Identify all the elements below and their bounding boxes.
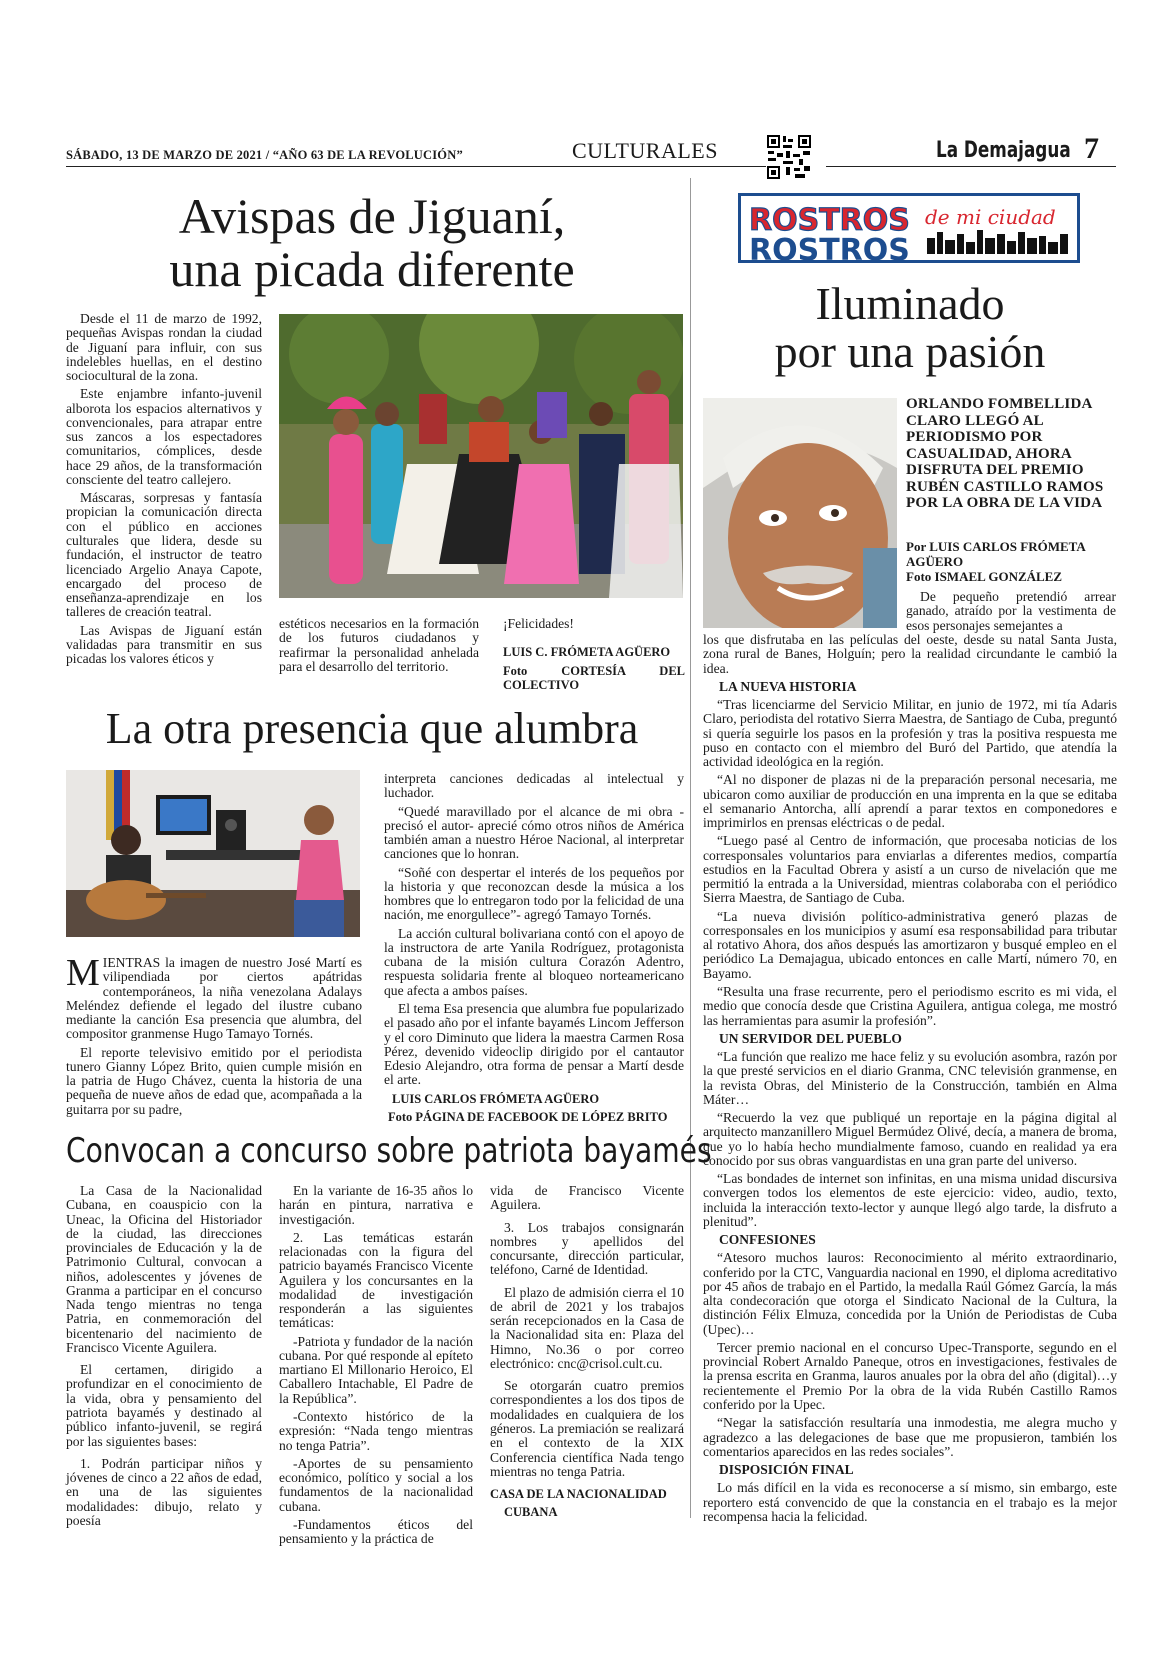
convocan-column-3 (490, 1184, 684, 1524)
author-signature: CASA DE LA NACIONALIDAD (490, 1487, 667, 1502)
otra-column-2 (384, 772, 684, 1128)
paper-name: La Demajagua (936, 138, 1071, 163)
byline-photo-credit: Foto ISMAEL GONZÁLEZ (906, 568, 1063, 584)
paragraph: Las Avispas de Jiguaní están validadas para transmitir en sus picadas los valores éticos y (66, 622, 262, 667)
page-number: 7 (1084, 132, 1099, 165)
avispas-column-1 (66, 312, 262, 670)
paragraph: La acción cultural bolivariana contó con el apoyo de la instructora de arte Yanila Rodríguez, protagonista cubana de la misión cultura Corazón Adentro, respuesta solidaria frente al bloqueo norteamericano que afecta a ambos países. (384, 925, 684, 998)
iluminado-intro-beside (906, 590, 1116, 637)
paragraph: Desde el 11 de marzo de 1992, pequeñas Avispas rondan la ciudad de Jiguaní para influir, con sus indelebles huellas, en el destino sociocultural de la zona. (66, 311, 262, 384)
byline (906, 540, 1116, 585)
paragraph: Lo más difícil en la vida es reconocerse a sí mismo, sin embargo, este reportero está convencido de que la constancia en el trabajo es la mejor recompensa hacia la felicidad. (703, 1480, 1117, 1524)
photo-credit: Foto CORTESÍA DEL COLECTIVO (503, 663, 685, 693)
paragraph: -Patriota y fundador de la nación cubana. Por qué responde al epíteto martiano El Millonario Heroico, El Caballero Intachable, El Padre de la República”. (279, 1333, 473, 1406)
masthead-rule (826, 166, 1116, 167)
paragraph: En la variante de 16-35 años lo harán en pintura, narrativa e investigación. (279, 1183, 473, 1227)
paragraph: 1. Podrán participar niños y jóvenes de cinco a 22 años de edad, en una de las siguientes modalidades: dibujo, relato y poesía (66, 1455, 262, 1528)
paragraph: El plazo de admisión cierra el 10 de abril de 2021 y los trabajos serán recepcionados en la Casa de la Nacionalidad sita en: Plaza del Himno, No.36 o por correo electrónico: cnc@crisol.cult.cu. (490, 1284, 684, 1371)
paragraph-text: IENTRAS la imagen de nuestro José Martí es vilipendiada por ciertos apátridas contemporáneos, la niña venezolana Adalays Meléndez defiende el legado del ilustre cubano mediante la canción Esa presencia que alumbra, del compositor granmense Hugo Tamayo Tornés. (66, 955, 362, 1042)
byline-author: Por LUIS CARLOS FRÓMETA AGÜERO (906, 539, 1086, 569)
qr-code-icon (766, 134, 812, 180)
paragraph: El reporte televisivo emitido por el periodista tunero Gianny López Brito, quien cumple misión en la patria de Hugo Chávez, cuenta la historia de una pequeña de nueve años de edad que, acompañada a la guitarra por su padre, (66, 1044, 362, 1117)
paragraph: Máscaras, sorpresas y fantasía propician la comunicación directa con el público en acciones culturales que lidera, desde su fundación, el instructor de teatro licenciado Argelio Anaya Capote, encargado del proceso de enseñanza-aprendizaje en los talleres de creación teatral. (66, 490, 262, 620)
masthead-date: SÁBADO, 13 DE MARZO DE 2021 / “AÑO 63 DE LA REVOLUCIÓN” (66, 148, 463, 162)
convocan-column-1 (66, 1184, 262, 1532)
paragraph: Se otorgarán cuatro premios correspondientes a los dos tipos de modalidades en cualquiera de los géneros. La premiación se realizará en el contexto de la XIX Conferencia científica Nada tengo mientras no tenga Patria. (490, 1378, 684, 1479)
rostros-logo (741, 196, 1077, 260)
paragraph: 2. Las temáticas estarán relacionadas con la figura del patricio bayamés Francisco Vicente Aguilera y los concursantes en la modalidad de investigación responderán a las siguientes temáticas: (279, 1229, 473, 1331)
subheading: UN SERVIDOR DEL PUEBLO (719, 1030, 902, 1046)
paragraph: “La función que realizo me hace feliz y su evolución asombra, razón por la que presté servicios en el diario Granma, CNC televisión granmense, en la revista Obras, del Ministerio de la Construcción, también en Alma Máter… (703, 1048, 1117, 1107)
paragraph: “Recuerdo la vez que publiqué un reportaje en la página digital al arquitecto manzanillero Miguel Bermúdez Olivé, decía, a manera de broma, que yo lo había hecho mundialmente famoso, cuando en realidad ya era conocido por sus obras vanguardistas en una gran parte del universo. (703, 1110, 1117, 1168)
subheading: CONFESIONES (719, 1232, 816, 1248)
paragraph: 3. Los trabajos consignarán nombres y apellidos del concursante, dirección particular, teléfono, Carné de Identidad. (490, 1219, 684, 1278)
otra-column-1 (66, 952, 362, 1121)
recording-studio-photo (66, 770, 360, 937)
column-divider (690, 178, 691, 1518)
paragraph: -Contexto histórico de la expresión: “Nada tengo mientras no tenga Patria”. (279, 1408, 473, 1453)
headline-line: por una pasión (774, 326, 1046, 378)
paragraph: “Resulta una frase recurrente, pero el periodismo escrito es mi vida, el medio que conocía desde que Cristina Aguilera, antigua colega, me mostró las herramientas para asumir la profesión”. (703, 984, 1117, 1028)
paragraph: “Al no disponer de plazas ni de la preparación personal necesaria, me ubicaron como auxiliar de producción en una imprenta en la que se editaba el semanario Antorcha, allí aprendí a parar textos en componedores e imprimirlos en prensas eléctricas o de pedal. (703, 772, 1117, 831)
banner-word-mirrored: ROSTROS (749, 233, 910, 260)
paragraph: Tercer premio nacional en el concurso Upec-Transporte, segundo en el provincial Robert Arnaldo Paneque, otros en investigaciones, festivales de la prensa escrita en Granma, lauros anuales por la obra del año (digital)…y recientemente el Premio Por la obra de la vida Rubén Castillo Ramos conferido por la Upec. (703, 1339, 1117, 1412)
subheading: DISPOSICIÓN FINAL (719, 1462, 854, 1478)
avispas-group-photo (279, 314, 683, 598)
iluminado-main-column (703, 633, 1117, 1528)
author-signature: LUIS CARLOS FRÓMETA AGÜERO (392, 1091, 600, 1106)
headline-convocan: Convocan a concurso sobre patriota bayamés (66, 1131, 712, 1171)
headline-iluminado (700, 280, 1120, 377)
portrait-photo (703, 398, 897, 628)
banner-word: ROSTROS (749, 203, 910, 238)
paragraph: El tema Esa presencia que alumbra fue popularizado el pasado año por el infante bayamés Lincom Jefferson y el coro Diminuto que lidera la maestra Carmen Rosa Pérez, devenido videoclip dirigido por el cantautor Edesio Alejandro, otra forma de pensar a Martí desde el arte. (384, 1000, 684, 1088)
paragraph: vida de Francisco Vicente Aguilera. (490, 1183, 684, 1213)
paragraph: “Soñé con despertar el interés de los pequeños por la historia y que reconozcan desde la música a los hombres que lo entregaron todo por la felicidad de una nación, me enorgullece”- agregó Tamayo Tornés. (384, 864, 684, 923)
headline-otra-presencia: La otra presencia que alumbra (105, 704, 639, 753)
paragraph: “Luego pasé al Centro de información, que procesaba noticias de los corresponsales voluntarios para enviarlas a diferentes medios, compartía estudios en la Facultad Obrera y asistí a un curso de nivelación que me permitió la entrada a la Universidad, mientras colaboraba con el periódico Sierra Maestra, de Santiago de Cuba. (703, 833, 1117, 906)
paragraph: De pequeño pretendió arrear ganado, atraído por la vestimenta de esos personajes semejantes a (906, 589, 1116, 633)
paragraph: “La nueva división político-administrativa generó plazas de corresponsales en los municipios y asumí esa responsabilidad para tributar al rotativo Ahora, dos años después las amortizaron y busqué empleo en el periódico La Demajagua, ubicado entonces en calle Martí, número 70, en Bayamo. (703, 908, 1117, 981)
paragraph: -Aportes de su pensamiento económico, político y social a los fundamentos de la nacionalidad cubana. (279, 1455, 473, 1514)
banner-script: de mi ciudad (925, 205, 1056, 229)
convocan-column-2 (279, 1184, 473, 1550)
subheading: LA NUEVA HISTORIA (719, 678, 857, 694)
avispas-column-2 (279, 617, 479, 678)
headline-line: Iluminado (815, 278, 1005, 329)
paragraph: “Tras licenciarme del Servicio Militar, en junio de 1972, mi tía Adaris Claro, periodista del rotativo Sierra Maestra, de Santiago de Cuba, preguntó si quería seguirle los pasos en la profesión y tras la positiva respuesta me puso en contacto con el miembro del Buró del Partido, que atendía la actividad ideológica en la región. (703, 696, 1117, 770)
author-signature: CUBANA (504, 1505, 558, 1520)
paragraph: interpreta canciones dedicadas al intelectual y luchador. (384, 771, 684, 801)
paragraph: -Fundamentos éticos del pensamiento y la práctica de (279, 1516, 473, 1547)
paragraph: “Quedé maravillado por el alcance de mi obra -precisó el autor- aprecié cómo otros niños de América también aman a nuestro Héroe Nacional, al interpretar canciones que lo honran. (384, 803, 684, 862)
paragraph: estéticos necesarios en la formación de los futuros ciudadanos y reafirmar la personalidad anhelada para el desarrollo del territorio. (279, 616, 479, 674)
author-signature: LUIS C. FRÓMETA AGÜERO (503, 645, 671, 660)
masthead-rule (66, 166, 766, 167)
paragraph: “Atesoro muchos lauros: Reconocimiento al mérito extraordinario, conferido por la CTC, Vanguardia nacional en 1990, el diploma acreditativo por 45 años de trabajo en el Partido, la medalla Raúl Gómez García, la más alta condecoración que otorga el Sindicato Nacional de la Cultura, la distinción Félix Elmuza, concedida por la Unión de Periodistas de Cuba (Upec)… (703, 1250, 1117, 1337)
drop-cap: M (66, 952, 100, 994)
avispas-column-3 (503, 617, 685, 696)
paragraph: los que disfrutaba en las películas del oeste, desde su natal Santa Justa, zona rural de Banes, Holguín; pero la realidad circundante le cambió la idea. (703, 632, 1117, 676)
photo-credit: Foto PÁGINA DE FACEBOOK DE LÓPEZ BRITO (388, 1109, 668, 1124)
rostros-banner (738, 193, 1080, 263)
headline-avispas (66, 190, 678, 295)
paragraph: ¡Felicidades! (503, 616, 574, 631)
headline-line: Avispas de Jiguaní, (178, 188, 566, 244)
headline-line: una picada diferente (169, 240, 575, 297)
section-name: CULTURALES (572, 138, 718, 163)
paragraph: “Negar la satisfacción resultaría una inmodestia, me alegra mucho y agradezco a las delegaciones de base que me propusieron, también los comentarios aparecidos en las redes sociales”. (703, 1415, 1117, 1459)
paragraph: La Casa de la Nacionalidad Cubana, en coauspicio con la Uneac, la Oficina del Historiador de la ciudad, las direcciones provinciales de Educación y la de Patrimonio Cultural, convocan a niños, adolescentes y jóvenes de Granma a participar en el concurso Nada tengo mientras no tenga Patria, en conmemoración del bicentenario del nacimiento de Francisco Vicente Aguilera. (66, 1183, 262, 1355)
paragraph: Este enjambre infanto-juvenil alborota los espacios alternativos y convencionales, para atrapar entre sus zancos a los espectadores comunitarios, cómplices, desde hace 29 años, de la transformación consciente del teatro callejero. (66, 386, 262, 487)
paragraph: El certamen, dirigido a profundizar en el conocimiento de la vida, obra y pensamiento del patriota bayamés y destinado al público infanto-juvenil, se regirá por las siguientes bases: (66, 1362, 262, 1449)
deck: ORLANDO FOMBELLIDA CLARO LLEGÓ AL PERIODISMO POR CASUALIDAD, AHORA DISFRUTA DEL PREMIO RUBÉN CASTILLO RAMOS POR LA OBRA DE LA VIDA (906, 396, 1104, 511)
city-skyline-icon (927, 230, 1068, 254)
paragraph: “Las bondades de internet son infinitas, en una misma unidad discursiva convergen todos los elementos de este ejercicio: video, audio, texto, incluida la interacción texto-lector y aunque llegó algo tarde, la disfruto a plenitud”. (703, 1171, 1117, 1229)
